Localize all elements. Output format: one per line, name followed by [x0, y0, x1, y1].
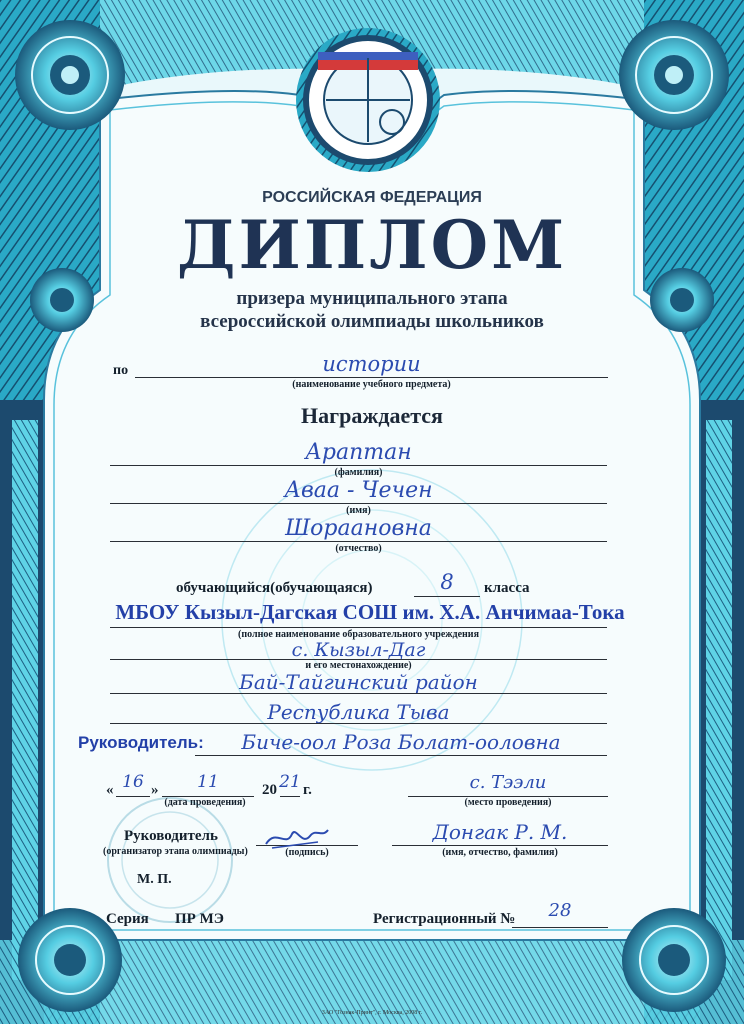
school-name: МБОУ Кызыл-Дагская СОШ им. Х.А. Анчимаа-Тока [115, 600, 625, 624]
signature-role: Руководитель [124, 828, 218, 844]
patronymic-value: Шораановна [285, 516, 432, 541]
location-caption: и его местонахождение) [305, 660, 412, 671]
grade-label: обучающийся(обучающаяся) [176, 580, 373, 596]
date-open-quote: « [106, 782, 114, 798]
subject-prefix: по [113, 363, 129, 378]
name-value: Аваа - Чечен [284, 478, 433, 503]
school-line [110, 627, 607, 628]
location-line2-rule [110, 693, 607, 694]
location-line3: Республика Тыва [267, 700, 450, 724]
supervisor-line [195, 755, 607, 756]
award-heading: Награждается [301, 403, 443, 428]
date-month: 11 [197, 772, 219, 792]
location-line1: с. Кызыл-Даг [291, 639, 426, 661]
country-heading: РОССИЙСКАЯ ФЕДЕРАЦИЯ [262, 189, 482, 206]
series-label: Серия [106, 911, 149, 927]
date-caption: (дата проведения) [164, 797, 246, 808]
printer-note: ЗАО "Гознак-Принт", г. Москва, 2008 г. [321, 1010, 423, 1016]
location-line3-rule [110, 723, 607, 724]
date-year-end: г. [303, 782, 312, 798]
supervisor-label: Руководитель: [78, 733, 204, 752]
grade-line [414, 596, 480, 597]
signer-name: Донгак Р. М. [432, 820, 568, 844]
stamp-placeholder: М. П. [137, 872, 172, 887]
place-value: с. Тээли [469, 772, 547, 793]
subject-caption: (наименование учебного предмета) [292, 379, 451, 390]
school-caption: (полное наименование образовательного учреждения [238, 629, 479, 640]
surname-line [110, 465, 607, 466]
date-year-prefix: 20 [262, 782, 277, 798]
place-caption: (место проведения) [464, 797, 552, 808]
subtitle-line2: всероссийской олимпиады школьников [200, 311, 544, 332]
name-caption: (имя) [346, 505, 371, 516]
signature-role-caption: (организатор этапа олимпиады) [103, 846, 248, 857]
date-year-line [280, 796, 300, 797]
registration-value: 28 [548, 900, 572, 921]
date-year-suffix: 21 [279, 772, 301, 792]
subject-line [135, 377, 608, 378]
supervisor-value: Бичe-оол Роза Болат-ооловна [241, 730, 561, 754]
series-value: ПР МЭ [175, 911, 224, 927]
patronymic-line [110, 541, 607, 542]
surname-value: Араптан [305, 440, 412, 465]
subtitle-line1: призера муниципального этапа [236, 288, 508, 309]
name-line [110, 503, 607, 504]
signer-caption: (имя, отчество, фамилия) [442, 847, 558, 858]
date-close-quote: » [151, 782, 159, 798]
surname-caption: (фамилия) [334, 467, 383, 478]
signer-line [392, 845, 608, 846]
subject-value: истории [322, 352, 421, 376]
diploma-title: ДИПЛОМ [176, 206, 568, 284]
sign-caption: (подпись) [285, 847, 329, 858]
registration-label: Регистрационный № [373, 911, 516, 927]
grade-suffix: класса [484, 580, 530, 596]
date-day: 16 [122, 772, 144, 792]
grade-value: 8 [440, 570, 454, 594]
patronymic-caption: (отчество) [335, 543, 382, 554]
registration-line [512, 927, 608, 928]
location-line2: Бай-Тайгинский район [239, 670, 478, 694]
